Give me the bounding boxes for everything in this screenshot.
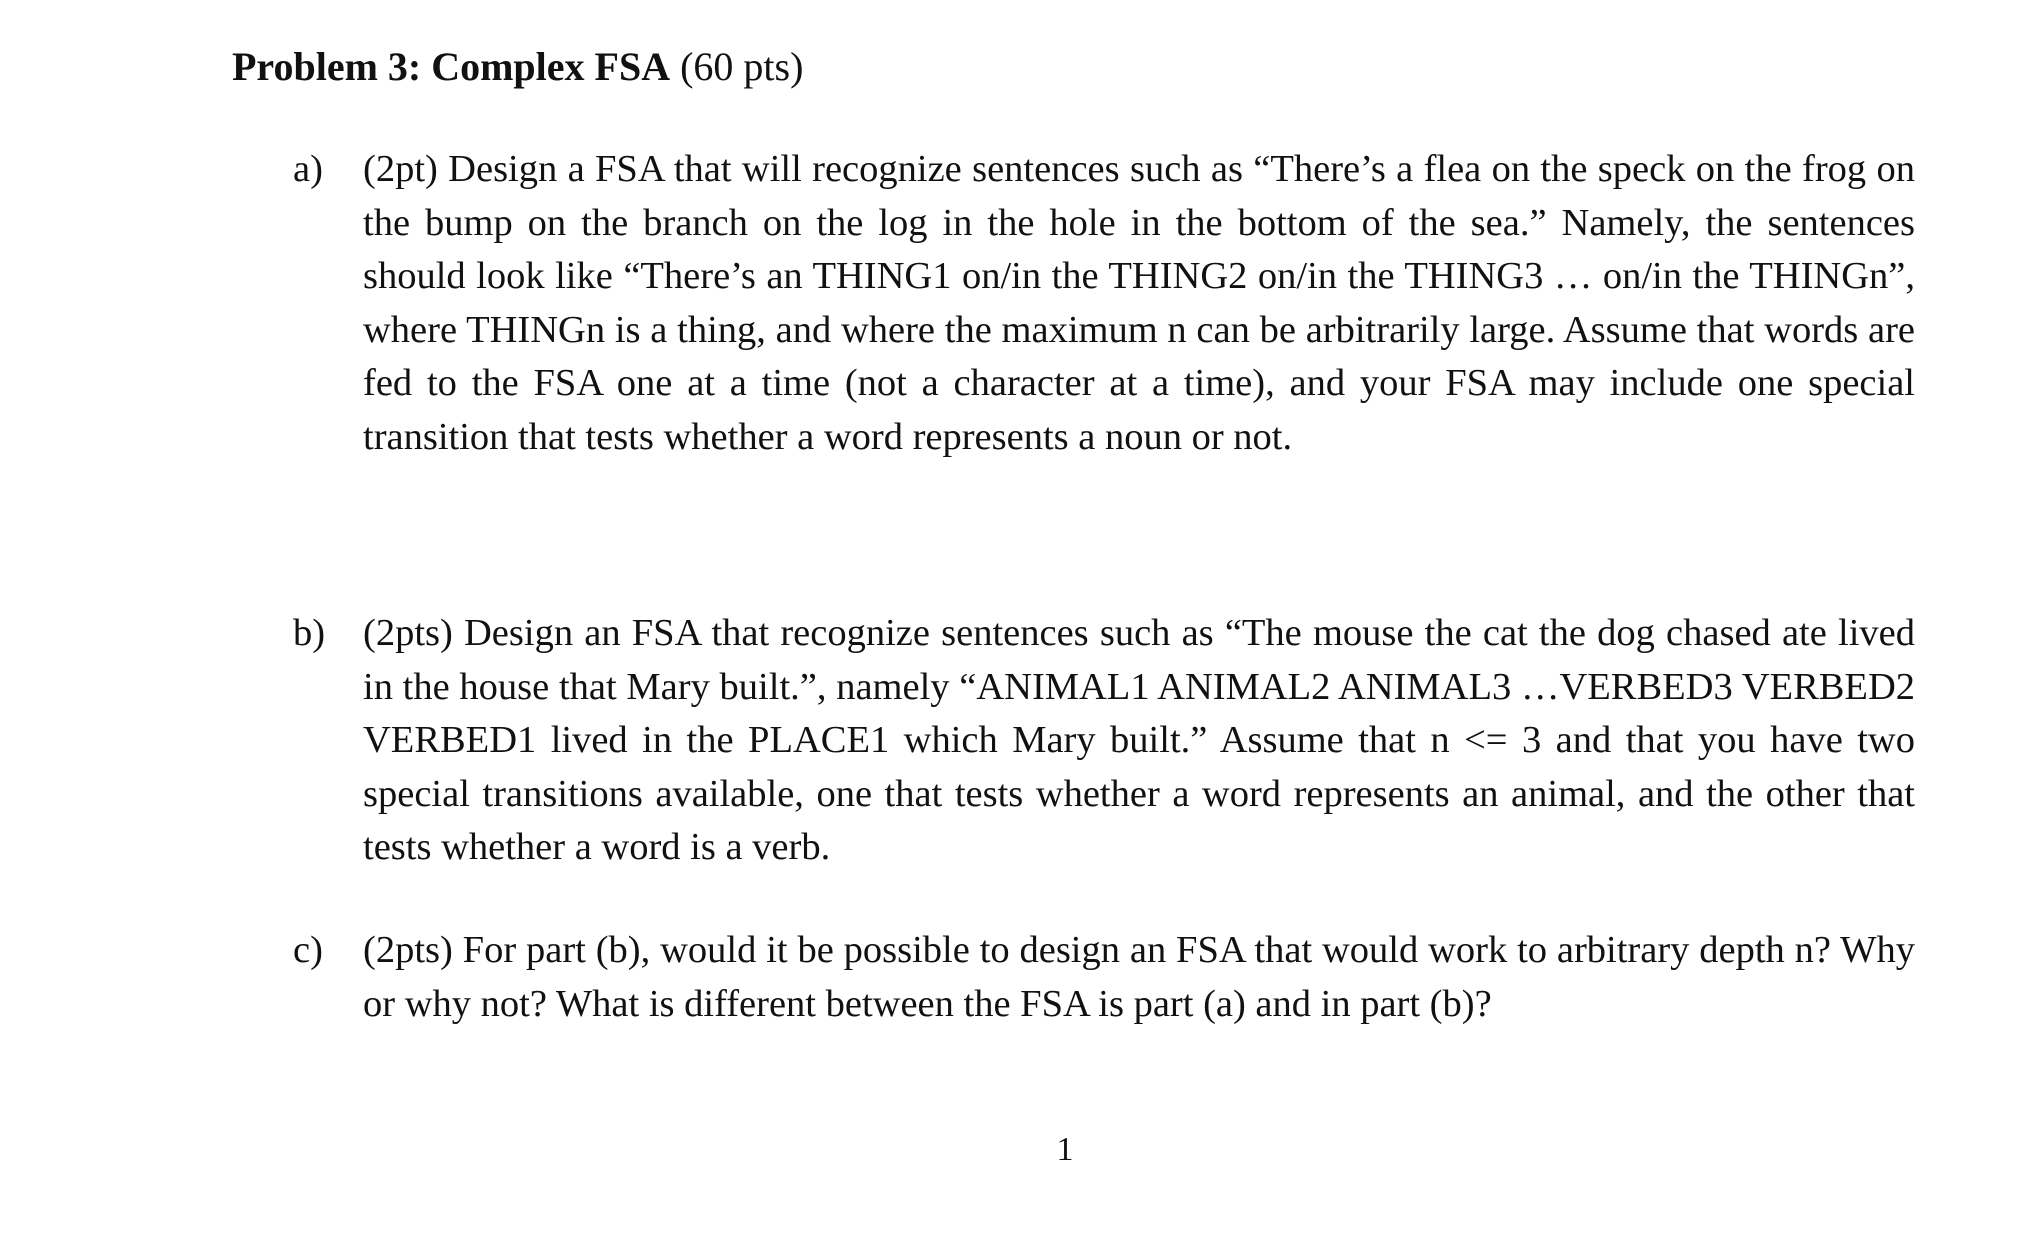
part-c-marker: c) bbox=[293, 929, 323, 971]
part-b-marker: b) bbox=[293, 612, 326, 654]
part-b-text: (2pts) Design an FSA that recognize sentences such as “The mouse the cat the dog chased ate lived in the house that Mary built.”, namely “ANIMAL1 ANIMAL2 ANIMAL3 …VERBED3 VERBED2 VERBED1 lived in the PLACE1 which Mary built.” Assume that n <= 3 and that you have two special transitions available, one that tests whether a word represents an animal, and the other that tests whether a word is a verb. bbox=[363, 612, 1915, 868]
part-a-marker: a) bbox=[293, 148, 323, 190]
problem-part-b bbox=[293, 607, 1915, 875]
problem-part-a bbox=[293, 143, 1915, 464]
problem-title-bold: Problem 3: Complex FSA bbox=[232, 44, 671, 89]
problem-part-c bbox=[293, 924, 1915, 1031]
problem-points: (60 pts) bbox=[680, 44, 804, 89]
part-a-text: (2pt) Design a FSA that will recognize sentences such as “There’s a flea on the speck on the frog on the bump on the branch on the log in the hole in the bottom of the sea.” Namely, the sentences should look like “There’s an THING1 on/in the THING2 on/in the THING3 … on/in the THINGn”, where THINGn is a thing, and where the maximum n can be arbitrarily large. Assume that words are fed to the FSA one at a time (not a character at a time), and your FSA may include one special transition that tests whether a word represents a noun or not. bbox=[363, 148, 1915, 458]
part-c-text: (2pts) For part (b), would it be possible to design an FSA that would work to arbitrary depth n? Why or why not? What is different between the FSA is part (a) and in part (b)? bbox=[363, 929, 1915, 1025]
page-number: 1 bbox=[1056, 1131, 1074, 1168]
problem-title bbox=[232, 40, 803, 94]
